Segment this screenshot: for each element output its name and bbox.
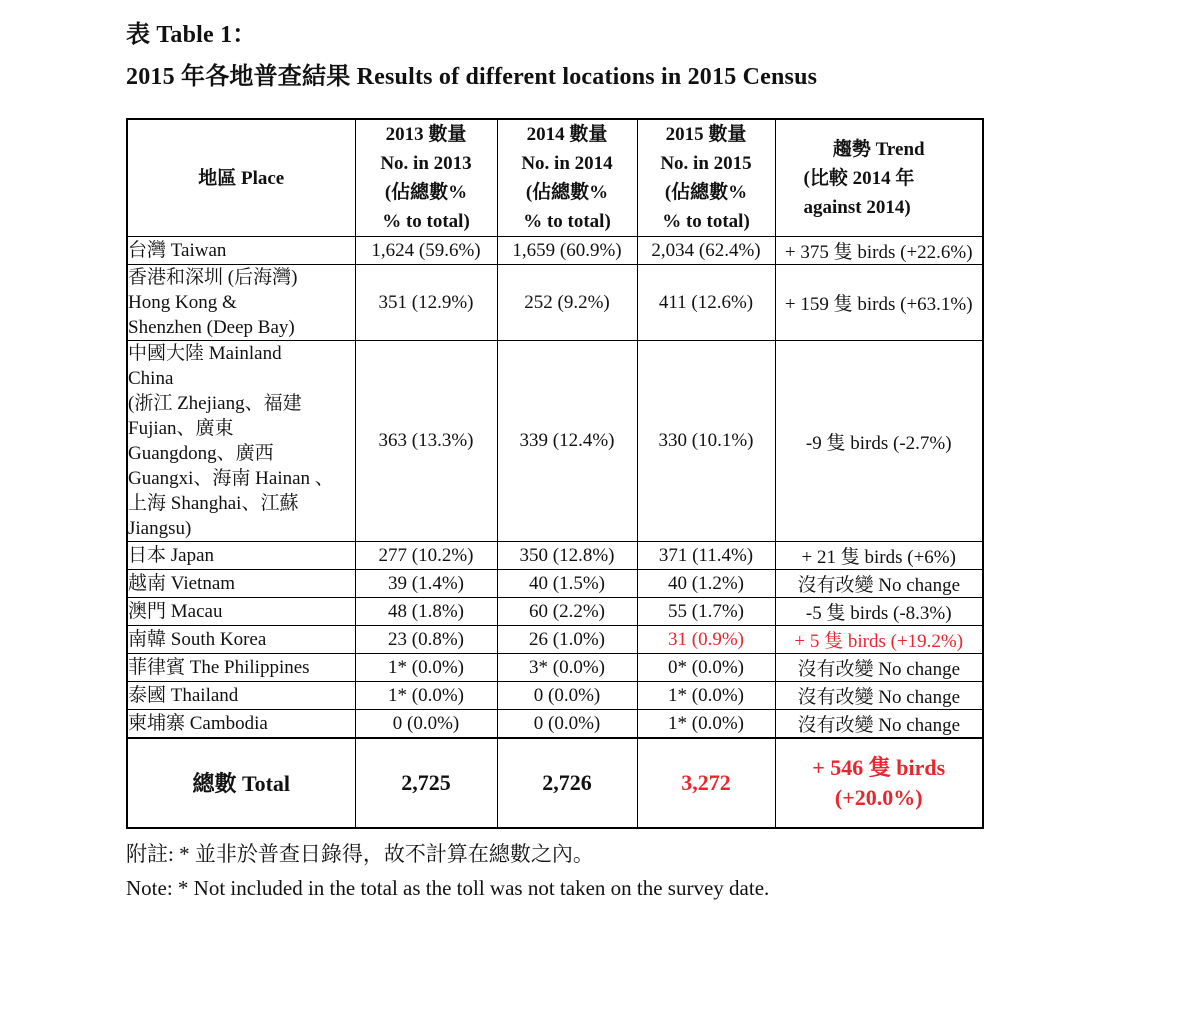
total-trend: [775, 738, 983, 828]
row-place: 中國大陸 Mainland China (浙江 Zhejiang、福建 Fujian、廣東 Guangdong、廣西 Guangxi、海南 Hainan 、 上海 Shanghai、江蘇 Jiangsu): [127, 341, 355, 542]
row-v2015: 371 (11.4%): [637, 542, 775, 570]
row-v2013: 1* (0.0%): [355, 682, 497, 710]
table-title: [126, 16, 1200, 96]
table-row: [127, 710, 983, 739]
row-v2013: 1,624 (59.6%): [355, 237, 497, 265]
row-v2013: 23 (0.8%): [355, 626, 497, 654]
header-trend-l2: (比較 2014 年: [803, 167, 915, 189]
census-table: [126, 118, 984, 829]
row-place: 香港和深圳 (后海灣) Hong Kong & Shenzhen (Deep Bay): [127, 265, 355, 341]
header-2013-l2: No. in 2013: [380, 153, 472, 174]
total-label: 總數 Total: [127, 738, 355, 828]
row-v2014: 26 (1.0%): [497, 626, 637, 654]
row-v2015: 411 (12.6%): [637, 265, 775, 341]
row-place: 澳門 Macau: [127, 598, 355, 626]
row-v2015: 1* (0.0%): [637, 682, 775, 710]
row-v2015: 40 (1.2%): [637, 570, 775, 598]
total-row: [127, 738, 983, 828]
header-2013-l3: (佔總數%: [384, 182, 468, 203]
header-2014: [497, 119, 637, 237]
header-2014-l2: No. in 2014: [521, 153, 613, 174]
total-trend-l1: + 546 隻 birds: [812, 755, 946, 780]
row-v2014: 339 (12.4%): [497, 341, 637, 542]
row-v2013: 277 (10.2%): [355, 542, 497, 570]
row-place: 越南 Vietnam: [127, 570, 355, 598]
row-place: 南韓 South Korea: [127, 626, 355, 654]
note-zh: 附註: * 並非於普查日錄得，故不計算在總數之內。: [126, 842, 594, 866]
table-body: [127, 237, 983, 739]
table-row: [127, 570, 983, 598]
header-2014-l3: (佔總數%: [525, 182, 609, 203]
row-v2014: 40 (1.5%): [497, 570, 637, 598]
row-place: 台灣 Taiwan: [127, 237, 355, 265]
header-2015-l2: No. in 2015: [660, 153, 752, 174]
table-row: [127, 682, 983, 710]
row-trend: + 21 隻 birds (+6%): [775, 542, 983, 570]
row-place: 日本 Japan: [127, 542, 355, 570]
row-v2013: 363 (13.3%): [355, 341, 497, 542]
row-v2015: 2,034 (62.4%): [637, 237, 775, 265]
row-v2013: 0 (0.0%): [355, 710, 497, 739]
row-trend: 沒有改變 No change: [775, 570, 983, 598]
row-v2014: 0 (0.0%): [497, 682, 637, 710]
row-trend: 沒有改變 No change: [775, 682, 983, 710]
row-v2013: 1* (0.0%): [355, 654, 497, 682]
header-trend: [775, 119, 983, 237]
table-row: [127, 598, 983, 626]
row-trend: + 159 隻 birds (+63.1%): [775, 265, 983, 341]
row-trend: + 375 隻 birds (+22.6%): [775, 237, 983, 265]
header-2013-l1: 2013 數量: [385, 124, 467, 145]
header-2013-l4: % to total): [382, 211, 470, 232]
table-notes: [126, 837, 1200, 905]
row-v2014: 1,659 (60.9%): [497, 237, 637, 265]
total-trend-l2: (+20.0%): [834, 785, 923, 810]
row-place: 菲律賓 The Philippines: [127, 654, 355, 682]
row-place: 柬埔寨 Cambodia: [127, 710, 355, 739]
header-2015-l1: 2015 數量: [665, 124, 747, 145]
header-place: 地區 Place: [127, 119, 355, 237]
row-v2015: 55 (1.7%): [637, 598, 775, 626]
row-trend: -5 隻 birds (-8.3%): [775, 598, 983, 626]
table-title-line2: 2015 年各地普查結果 Results of different locations in 2015 Census: [126, 64, 818, 90]
row-place: 泰國 Thailand: [127, 682, 355, 710]
total-2015: 3,272: [637, 738, 775, 828]
row-v2014: 3* (0.0%): [497, 654, 637, 682]
header-2015-l3: (佔總數%: [664, 182, 748, 203]
row-v2014: 0 (0.0%): [497, 710, 637, 739]
total-2014: 2,726: [497, 738, 637, 828]
row-trend: + 5 隻 birds (+19.2%): [775, 626, 983, 654]
row-v2013: 48 (1.8%): [355, 598, 497, 626]
table-row: [127, 237, 983, 265]
header-2015-l4: % to total): [662, 211, 750, 232]
row-v2015: 31 (0.9%): [637, 626, 775, 654]
note-en: Note: * Not included in the total as the toll was not taken on the survey date.: [126, 876, 770, 900]
header-2014-l4: % to total): [523, 211, 611, 232]
table-row: [127, 654, 983, 682]
table-row: [127, 626, 983, 654]
row-trend: 沒有改變 No change: [775, 710, 983, 739]
row-v2014: 350 (12.8%): [497, 542, 637, 570]
total-2013: 2,725: [355, 738, 497, 828]
row-v2014: 60 (2.2%): [497, 598, 637, 626]
table-row: [127, 265, 983, 341]
table-title-line1: 表 Table 1：: [126, 22, 257, 48]
row-trend: -9 隻 birds (-2.7%): [775, 341, 983, 542]
header-2015: [637, 119, 775, 237]
row-v2015: 330 (10.1%): [637, 341, 775, 542]
row-v2014: 252 (9.2%): [497, 265, 637, 341]
header-trend-l1: 趨勢 Trend: [832, 138, 925, 160]
table-row: [127, 341, 983, 542]
table-header-row: [127, 119, 983, 237]
row-v2013: 351 (12.9%): [355, 265, 497, 341]
header-trend-l3: against 2014): [803, 196, 911, 218]
row-v2015: 1* (0.0%): [637, 710, 775, 739]
header-2013: [355, 119, 497, 237]
table-row: [127, 542, 983, 570]
row-trend: 沒有改變 No change: [775, 654, 983, 682]
row-v2015: 0* (0.0%): [637, 654, 775, 682]
row-v2013: 39 (1.4%): [355, 570, 497, 598]
header-2014-l1: 2014 數量: [526, 124, 608, 145]
